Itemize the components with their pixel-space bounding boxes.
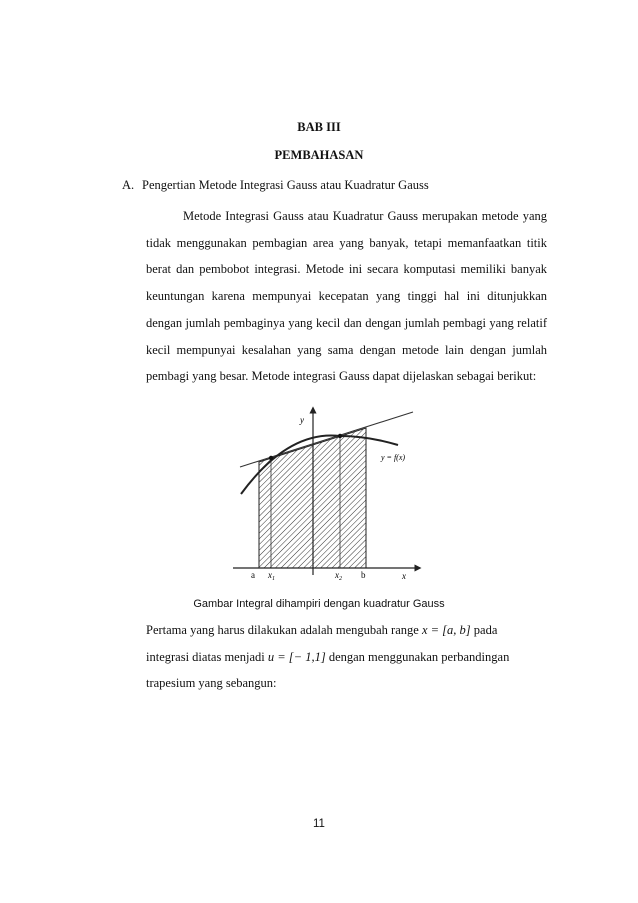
paragraph2-line1-end: pada [470,623,498,637]
chapter-heading: PEMBAHASAN [274,148,364,162]
gauss-point-1 [269,456,273,460]
section-marker: A. [122,178,135,192]
paragraph2-line2-end: dengan menggunakan perbandingan [325,649,510,664]
figure-caption: Gambar Integral dihampiri dengan kuadratur Gauss [193,598,445,610]
section-heading [122,178,429,193]
followup-paragraph [146,617,547,697]
page-number: 11 [313,818,325,830]
tick-label-b: b [361,570,366,580]
range-u-formula: u = [− 1,1] [267,649,326,664]
paragraph2-line2-start: integrasi diatas menjadi [146,649,268,664]
tick-label-x2: $x_2$ [335,570,342,582]
figure-svg [228,400,434,585]
gauss-quadrature-figure [228,400,434,585]
x-axis-label: x [402,571,406,581]
tick-label-x1: $x_1$ [268,570,275,582]
curve-label: y = f(x) [381,453,406,462]
tick-label-a: a [251,570,255,580]
paragraph2-line3: trapesium yang sebangun: [146,676,277,691]
paragraph2-line1-start: Pertama yang harus dilakukan adalah mengubah range [146,623,422,637]
intro-paragraph: Metode Integrasi Gauss atau Kuadratur Gauss merupakan metode yang tidak menggunakan pembagian area yang banyak, tetapi memanfaatkan titik berat dan pembobot integrasi. Metode ini secara komputasi memiliki banyak keuntungan karena mempunyai kecepatan yang tinggi hal ini ditunjukkan dengan jumlah pembaginya yang kecil dan dengan jumlah pembagi yang relatif kecil mempunyai kesalahan yang sama dengan metode lain dengan jumlah pembagi yang besar. Metode integrasi Gauss dapat dijelaskan sebagai berikut: [146,209,547,384]
gauss-point-2 [338,434,342,438]
range-x-formula: x = [a, b] [421,623,471,637]
chapter-title: BAB III [297,120,341,134]
y-axis-label: y [300,415,304,425]
section-title: Pengertian Metode Integrasi Gauss atau Kuadratur Gauss [142,178,429,192]
